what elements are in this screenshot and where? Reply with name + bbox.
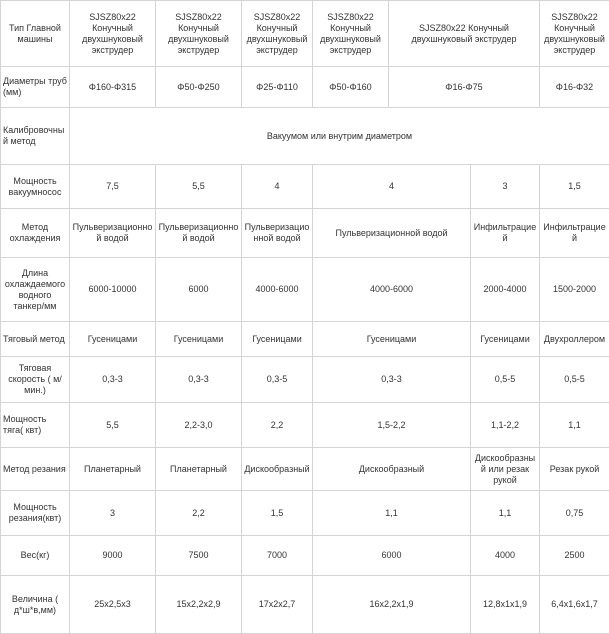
cell-dimensions-2: 15x2,2x2,9 (156, 576, 242, 634)
row-weight (1, 536, 609, 576)
cell-machine-type-3: SJSZ80x22 Конучный двухшнуковый экструдер (242, 1, 313, 67)
cell-dimensions-5: 12,8x1x1,9 (471, 576, 540, 634)
row-pulling-speed (1, 357, 609, 403)
cell-vacuum-pump-power-1: 7,5 (70, 165, 156, 209)
row-pulling-power (1, 403, 609, 448)
cell-cutting-power-3: 1,5 (242, 491, 313, 536)
cell-pulling-power-3: 2,2 (242, 403, 313, 448)
cell-dimensions-1: 25x2,5x3 (70, 576, 156, 634)
cell-pulling-power-6: 1,1 (540, 403, 609, 448)
label-pulling-method: Тяговый метод (1, 322, 70, 357)
cell-pulling-method-5: Гусеницами (471, 322, 540, 357)
cell-vacuum-pump-power-5: 3 (471, 165, 540, 209)
cell-dimensions-6: 6,4x1,6x1,7 (540, 576, 609, 634)
cell-cooling-method-1: Пульверизационной водой (70, 209, 156, 258)
cell-cutting-power-4: 1,1 (313, 491, 471, 536)
row-cutting-power (1, 491, 609, 536)
row-dimensions (1, 576, 609, 634)
cell-pipe-diameter-2: Φ50-Φ250 (156, 67, 242, 108)
cell-cutting-method-4: Дискообразный (313, 448, 471, 491)
cell-cutting-method-5: Дискообразный или резак рукой (471, 448, 540, 491)
label-cutting-power: Мощность резания(квт) (1, 491, 70, 536)
cell-pipe-diameter-1: Φ160-Φ315 (70, 67, 156, 108)
cell-pulling-speed-5: 0,5-5 (471, 357, 540, 403)
cell-calibration-method: Вакуумом или внутрим диаметром (70, 108, 609, 165)
cell-machine-type-1: SJSZ80x22 Конучный двухшнуковый экструдер (70, 1, 156, 67)
cell-tank-length-1: 6000-10000 (70, 258, 156, 322)
cell-tank-length-6: 1500-2000 (540, 258, 609, 322)
label-pulling-power: Мощность тяга( квт) (1, 403, 70, 448)
cell-pulling-speed-3: 0,3-5 (242, 357, 313, 403)
row-cutting-method (1, 448, 609, 491)
cell-pulling-speed-4: 0,3-3 (313, 357, 471, 403)
cell-cutting-power-6: 0,75 (540, 491, 609, 536)
row-cooling-method (1, 209, 609, 258)
cell-pipe-diameter-4: Φ50-Φ160 (313, 67, 389, 108)
label-calibration-method: Калибровочный метод (1, 108, 70, 165)
label-pipe-diameter: Диаметры труб (мм) (1, 67, 70, 108)
cell-pulling-power-1: 5,5 (70, 403, 156, 448)
cell-weight-5: 4000 (471, 536, 540, 576)
label-tank-length: Длина охлаждаемого водного танкер/мм (1, 258, 70, 322)
cell-weight-2: 7500 (156, 536, 242, 576)
cell-cutting-method-2: Планетарный (156, 448, 242, 491)
cell-machine-type-4: SJSZ80x22 Конучный двухшнуковый экструдер (313, 1, 389, 67)
row-calibration-method (1, 108, 609, 165)
cell-tank-length-4: 4000-6000 (313, 258, 471, 322)
cell-weight-6: 2500 (540, 536, 609, 576)
row-tank-length (1, 258, 609, 322)
cell-tank-length-3: 4000-6000 (242, 258, 313, 322)
cell-pulling-power-2: 2,2-3,0 (156, 403, 242, 448)
cell-vacuum-pump-power-6: 1,5 (540, 165, 609, 209)
label-vacuum-pump-power: Мощность вакуумносос (1, 165, 70, 209)
cell-pipe-diameter-3: Φ25-Φ110 (242, 67, 313, 108)
cell-machine-type-6: SJSZ80x22 Конучный двухшнуковый экструдер (540, 1, 609, 67)
label-cutting-method: Метод резания (1, 448, 70, 491)
cell-pulling-speed-2: 0,3-3 (156, 357, 242, 403)
row-pipe-diameter (1, 67, 609, 108)
cell-vacuum-pump-power-3: 4 (242, 165, 313, 209)
label-pulling-speed: Тяговая скорость ( м/мин.) (1, 357, 70, 403)
cell-tank-length-5: 2000-4000 (471, 258, 540, 322)
cell-cutting-power-2: 2,2 (156, 491, 242, 536)
cell-dimensions-4: 16x2,2x1,9 (313, 576, 471, 634)
cell-cooling-method-4: Пульверизационной водой (313, 209, 471, 258)
cell-dimensions-3: 17x2x2,7 (242, 576, 313, 634)
cell-pulling-method-1: Гусеницами (70, 322, 156, 357)
cell-pulling-method-3: Гусеницами (242, 322, 313, 357)
label-machine-type: Тип Главной машины (1, 1, 70, 67)
cell-cutting-method-1: Планетарный (70, 448, 156, 491)
cell-cutting-method-3: Дискообразный (242, 448, 313, 491)
cell-pulling-speed-6: 0,5-5 (540, 357, 609, 403)
cell-pulling-method-2: Гусеницами (156, 322, 242, 357)
row-pulling-method (1, 322, 609, 357)
cell-vacuum-pump-power-2: 5,5 (156, 165, 242, 209)
cell-pulling-power-4: 1,5-2,2 (313, 403, 471, 448)
cell-cooling-method-2: Пульверизационной водой (156, 209, 242, 258)
label-dimensions: Величина ( д*ш*в,мм) (1, 576, 70, 634)
cell-vacuum-pump-power-4: 4 (313, 165, 471, 209)
cell-pulling-method-4: Гусеницами (313, 322, 471, 357)
cell-pulling-speed-1: 0,3-3 (70, 357, 156, 403)
cell-machine-type-5: SJSZ80x22 Конучный двухшнуковый экструдер (389, 1, 540, 67)
label-cooling-method: Метод охлаждения (1, 209, 70, 258)
cell-pulling-method-6: Двухроллером (540, 322, 609, 357)
cell-tank-length-2: 6000 (156, 258, 242, 322)
cell-cooling-method-5: Инфильтрацией (471, 209, 540, 258)
cell-cooling-method-3: Пульверизационной водой (242, 209, 313, 258)
cell-cutting-method-6: Резак рукой (540, 448, 609, 491)
cell-cutting-power-1: 3 (70, 491, 156, 536)
cell-weight-3: 7000 (242, 536, 313, 576)
row-machine-type (1, 1, 609, 67)
cell-pulling-power-5: 1,1-2,2 (471, 403, 540, 448)
cell-weight-1: 9000 (70, 536, 156, 576)
row-vacuum-pump-power (1, 165, 609, 209)
cell-pipe-diameter-5: Φ16-Φ75 (389, 67, 540, 108)
cell-weight-4: 6000 (313, 536, 471, 576)
label-weight: Вес(кг) (1, 536, 70, 576)
cell-machine-type-2: SJSZ80x22 Конучный двухшнуковый экструдер (156, 1, 242, 67)
cell-cooling-method-6: Инфильтрацией (540, 209, 609, 258)
cell-pipe-diameter-6: Φ16-Φ32 (540, 67, 609, 108)
cell-cutting-power-5: 1,1 (471, 491, 540, 536)
